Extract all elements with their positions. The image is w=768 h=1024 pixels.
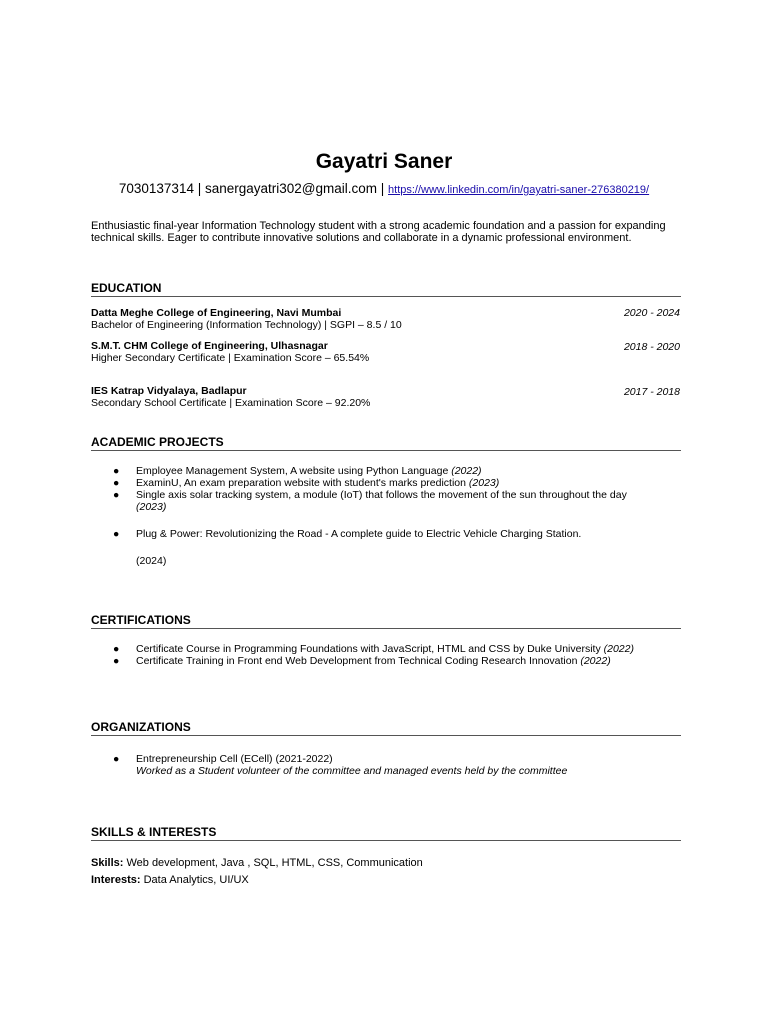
bullet-icon: ● (113, 643, 120, 655)
bullet-icon: ● (113, 477, 120, 489)
list-item: ExaminU, An exam preparation website with student's marks prediction (2023) (136, 477, 500, 489)
bullet-icon: ● (113, 753, 120, 765)
section-heading-projects: ACADEMIC PROJECTS (91, 435, 681, 451)
section-heading-skills: SKILLS & INTERESTS (91, 825, 681, 841)
education-years: 2020 - 2024 (623, 307, 680, 319)
education-years: 2017 - 2018 (623, 386, 680, 398)
education-institution: Datta Meghe College of Engineering, Navi Mumbai (91, 307, 342, 319)
education-years: 2018 - 2020 (623, 341, 680, 353)
education-institution: IES Katrap Vidyalaya, Badlapur (91, 385, 247, 397)
section-heading-organizations: ORGANIZATIONS (91, 720, 681, 736)
bullet-icon: ● (113, 528, 120, 540)
interests-line: Interests: Data Analytics, UI/UX (91, 874, 249, 886)
bullet-icon: ● (113, 465, 120, 477)
skills-line: Skills: Web development, Java , SQL, HTML, CSS, Communication (91, 857, 423, 869)
section-heading-certifications: CERTIFICATIONS (91, 613, 681, 629)
education-institution: S.M.T. CHM College of Engineering, Ulhasnagar (91, 340, 328, 352)
contact-line (0, 181, 768, 196)
list-item: Certificate Training in Front end Web Development from Technical Coding Research Innovation (2022) (136, 655, 611, 667)
education-detail: Secondary School Certificate | Examination Score – 92.20% (91, 397, 371, 409)
bullet-icon: ● (113, 489, 120, 501)
list-item: Entrepreneurship Cell (ECell) (2021-2022) (136, 753, 333, 765)
education-detail: Bachelor of Engineering (Information Technology) | SGPI – 8.5 / 10 (91, 319, 402, 331)
candidate-name: Gayatri Saner (315, 150, 453, 173)
list-item: Certificate Course in Programming Foundations with JavaScript, HTML and CSS by Duke University (2022) (136, 643, 634, 655)
education-detail: Higher Secondary Certificate | Examination Score – 65.54% (91, 352, 370, 364)
bullet-icon: ● (113, 655, 120, 667)
list-item-year: (2024) (136, 555, 167, 567)
list-item: Employee Management System, A website using Python Language (2022) (136, 465, 482, 477)
linkedin-link[interactable]: https://www.linkedin.com/in/gayatri-saner-276380219/ (388, 184, 650, 196)
list-item: Single axis solar tracking system, a module (IoT) that follows the movement of the sun throughout the day (2023) (136, 489, 627, 513)
phone-email: 7030137314 | sanergayatri302@gmail.com | (118, 181, 389, 196)
section-heading-education: EDUCATION (91, 281, 681, 297)
list-item-detail: Worked as a Student volunteer of the committee and managed events held by the committee (136, 765, 568, 777)
summary-paragraph: Enthusiastic final-year Information Technology student with a strong academic foundation and a passion for expanding technical skills. Eager to contribute innovative solutions and collaborate in a dynamic professional environment. (91, 220, 666, 244)
list-item: Plug & Power: Revolutionizing the Road - A complete guide to Electric Vehicle Charging Station. (136, 528, 582, 540)
